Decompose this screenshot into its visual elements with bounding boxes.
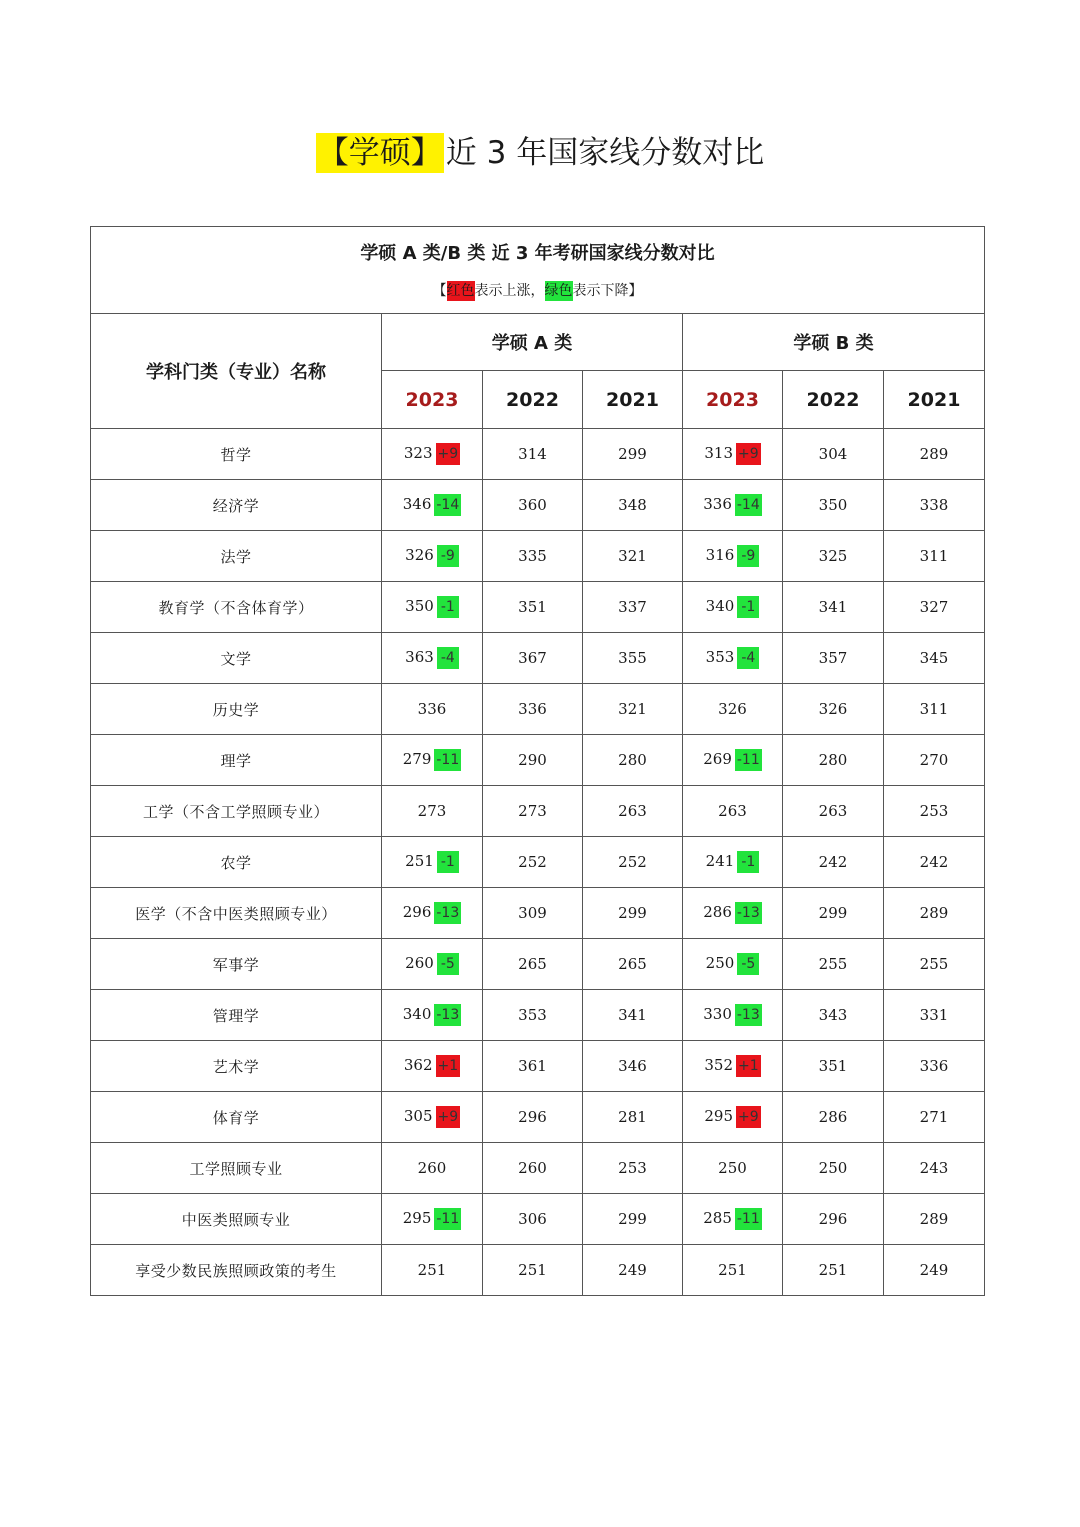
score-cell-b-2021: 271	[884, 1092, 985, 1143]
score-cell-a-2021: 348	[583, 480, 683, 531]
score-cell-b-2021: 289	[884, 429, 985, 480]
score-cell-a-2021: 355	[583, 633, 683, 684]
fall-badge: -14	[434, 494, 461, 516]
score-cell-b-2021: 331	[884, 990, 985, 1041]
score-cell-a-2023	[382, 531, 483, 582]
score-value: 313	[704, 444, 733, 462]
subject-name-cell: 教育学（不含体育学）	[91, 582, 382, 633]
subject-name-cell: 法学	[91, 531, 382, 582]
score-value: 350	[405, 597, 434, 615]
subject-name-header: 学科门类（专业）名称	[91, 314, 382, 429]
score-value: 263	[718, 802, 747, 820]
score-cell-b-2022: 242	[783, 837, 884, 888]
fall-badge: -4	[437, 647, 459, 669]
score-cell-a-2022: 260	[483, 1143, 583, 1194]
score-cell-a-2021: 321	[583, 684, 683, 735]
score-cell-a-2023	[382, 1092, 483, 1143]
score-cell-a-2022: 309	[483, 888, 583, 939]
table-row	[91, 531, 985, 582]
score-value: 285	[703, 1209, 732, 1227]
table-row	[91, 990, 985, 1041]
fall-badge: -11	[434, 1208, 461, 1230]
score-value: 346	[402, 495, 432, 513]
score-cell-b-2023	[683, 1245, 783, 1296]
score-cell-a-2022: 336	[483, 684, 583, 735]
subject-name-cell: 理学	[91, 735, 382, 786]
score-cell-b-2023	[683, 837, 783, 888]
score-cell-b-2021: 311	[884, 684, 985, 735]
score-cell-b-2021: 336	[884, 1041, 985, 1092]
legend-red-text: 表示上涨，	[474, 283, 545, 299]
score-cell-b-2022: 325	[783, 531, 884, 582]
score-cell-a-2022: 351	[483, 582, 583, 633]
page-title	[0, 128, 1080, 178]
score-value: 316	[705, 546, 735, 564]
subject-name-cell: 文学	[91, 633, 382, 684]
table-row	[91, 1194, 985, 1245]
table-row	[91, 429, 985, 480]
score-cell-b-2022: 350	[783, 480, 884, 531]
score-cell-a-2023	[382, 1194, 483, 1245]
score-cell-b-2023	[683, 888, 783, 939]
score-cell-a-2021: 253	[583, 1143, 683, 1194]
score-cell-b-2023	[683, 531, 783, 582]
score-cell-a-2023	[382, 1143, 483, 1194]
table-row	[91, 633, 985, 684]
subject-name-cell: 经济学	[91, 480, 382, 531]
fall-badge: -14	[735, 494, 762, 516]
table-row	[91, 786, 985, 837]
group-b-header: 学硕 B 类	[683, 314, 985, 371]
score-cell-b-2023	[683, 1194, 783, 1245]
score-cell-b-2022: 251	[783, 1245, 884, 1296]
score-value: 260	[417, 1159, 447, 1177]
score-cell-a-2022: 367	[483, 633, 583, 684]
table-row	[91, 1092, 985, 1143]
score-cell-b-2022: 299	[783, 888, 884, 939]
score-cell-b-2023	[683, 939, 783, 990]
table-row	[91, 939, 985, 990]
score-cell-a-2022: 335	[483, 531, 583, 582]
score-cell-a-2022: 360	[483, 480, 583, 531]
subject-name-cell: 历史学	[91, 684, 382, 735]
score-value: 352	[704, 1056, 733, 1074]
score-cell-a-2021: 249	[583, 1245, 683, 1296]
score-cell-b-2023	[683, 1041, 783, 1092]
year-header-b-2023: 2023	[683, 371, 783, 429]
subject-name-cell: 军事学	[91, 939, 382, 990]
score-cell-b-2021: 243	[884, 1143, 985, 1194]
fall-badge: -1	[437, 851, 459, 873]
score-cell-b-2022: 304	[783, 429, 884, 480]
fall-badge: -13	[434, 1004, 461, 1026]
score-cell-b-2022: 326	[783, 684, 884, 735]
title-text: 近 3 年国家线分数对比	[445, 135, 765, 171]
rise-badge: +9	[736, 443, 761, 465]
score-value: 269	[703, 750, 732, 768]
score-cell-a-2021: 281	[583, 1092, 683, 1143]
score-cell-b-2023	[683, 990, 783, 1041]
caption-title: 学硕 A 类/B 类 近 3 年考研国家线分数对比	[360, 243, 715, 264]
year-header-a-2022: 2022	[483, 371, 583, 429]
table-row	[91, 1143, 985, 1194]
subject-name-cell: 体育学	[91, 1092, 382, 1143]
score-cell-a-2022: 251	[483, 1245, 583, 1296]
score-cell-b-2022: 351	[783, 1041, 884, 1092]
year-header-a-2023: 2023	[382, 371, 483, 429]
score-value: 286	[703, 903, 732, 921]
score-cell-a-2022: 265	[483, 939, 583, 990]
score-cell-a-2023	[382, 1041, 483, 1092]
fall-badge: -9	[437, 545, 459, 567]
subject-name-cell: 管理学	[91, 990, 382, 1041]
score-cell-b-2022: 250	[783, 1143, 884, 1194]
score-value: 353	[705, 648, 735, 666]
fall-badge: -1	[737, 851, 759, 873]
subject-name-cell: 享受少数民族照顾政策的考生	[91, 1245, 382, 1296]
score-cell-a-2021: 280	[583, 735, 683, 786]
score-cell-b-2023	[683, 786, 783, 837]
score-cell-a-2021: 252	[583, 837, 683, 888]
fall-badge: -1	[737, 596, 759, 618]
legend-green-label: 绿色	[544, 283, 573, 299]
rise-badge: +9	[436, 1106, 461, 1128]
score-cell-a-2021: 265	[583, 939, 683, 990]
table-row	[91, 1041, 985, 1092]
score-value: 250	[718, 1159, 747, 1177]
score-cell-b-2021: 253	[884, 786, 985, 837]
score-cell-a-2022: 296	[483, 1092, 583, 1143]
score-cell-a-2021: 263	[583, 786, 683, 837]
score-value: 326	[718, 700, 747, 718]
fall-badge: -13	[434, 902, 461, 924]
subject-name-cell: 医学（不含中医类照顾专业）	[91, 888, 382, 939]
score-value: 305	[403, 1107, 433, 1125]
fall-badge: -13	[735, 902, 762, 924]
fall-badge: -11	[735, 1208, 762, 1230]
score-cell-a-2023	[382, 786, 483, 837]
title-highlight: 【学硕】	[317, 135, 442, 171]
score-value: 250	[705, 954, 735, 972]
score-cell-a-2022: 353	[483, 990, 583, 1041]
score-cell-a-2021: 299	[583, 888, 683, 939]
fall-badge: -5	[737, 953, 759, 975]
score-cell-a-2022: 252	[483, 837, 583, 888]
score-cell-a-2023	[382, 1245, 483, 1296]
fall-badge: -4	[737, 647, 759, 669]
color-legend	[91, 281, 984, 301]
year-header-b-2022: 2022	[783, 371, 884, 429]
table-row	[91, 888, 985, 939]
score-value: 340	[402, 1005, 432, 1023]
score-cell-b-2021: 255	[884, 939, 985, 990]
score-cell-a-2023	[382, 990, 483, 1041]
score-value: 340	[705, 597, 735, 615]
score-cell-b-2023	[683, 582, 783, 633]
score-value: 251	[718, 1261, 747, 1279]
score-cell-a-2022: 361	[483, 1041, 583, 1092]
subject-name-cell: 艺术学	[91, 1041, 382, 1092]
score-cell-b-2022: 280	[783, 735, 884, 786]
table-row	[91, 735, 985, 786]
score-cell-b-2023	[683, 735, 783, 786]
subject-name-cell: 中医类照顾专业	[91, 1194, 382, 1245]
rise-badge: +1	[736, 1055, 761, 1077]
score-cell-b-2021: 289	[884, 1194, 985, 1245]
table-caption	[91, 227, 985, 314]
subject-name-cell: 工学照顾专业	[91, 1143, 382, 1194]
score-cell-b-2023	[683, 684, 783, 735]
score-cell-b-2021: 249	[884, 1245, 985, 1296]
subject-name-cell: 哲学	[91, 429, 382, 480]
score-cell-a-2023	[382, 480, 483, 531]
score-cell-a-2023	[382, 633, 483, 684]
subject-name-cell: 农学	[91, 837, 382, 888]
score-cell-a-2021: 337	[583, 582, 683, 633]
score-cell-b-2023	[683, 1092, 783, 1143]
fall-badge: -9	[737, 545, 759, 567]
score-value: 323	[403, 444, 433, 462]
score-value: 326	[405, 546, 434, 564]
score-value: 279	[402, 750, 432, 768]
score-cell-b-2022: 341	[783, 582, 884, 633]
score-cell-b-2022: 263	[783, 786, 884, 837]
score-cell-b-2021: 289	[884, 888, 985, 939]
table-row	[91, 582, 985, 633]
score-value: 362	[403, 1056, 433, 1074]
score-cell-b-2022: 296	[783, 1194, 884, 1245]
score-value: 336	[703, 495, 732, 513]
fall-badge: -11	[735, 749, 762, 771]
score-value: 330	[703, 1005, 732, 1023]
rise-badge: +1	[436, 1055, 461, 1077]
score-cell-a-2021: 346	[583, 1041, 683, 1092]
score-cell-b-2021: 345	[884, 633, 985, 684]
score-cell-a-2021: 299	[583, 1194, 683, 1245]
fall-badge: -5	[437, 953, 459, 975]
rise-badge: +9	[436, 443, 461, 465]
score-cell-b-2021: 327	[884, 582, 985, 633]
score-table	[90, 226, 985, 1296]
score-cell-b-2021: 311	[884, 531, 985, 582]
year-header-a-2021: 2021	[583, 371, 683, 429]
score-cell-a-2022: 273	[483, 786, 583, 837]
score-value: 363	[405, 648, 434, 666]
score-value: 336	[417, 700, 447, 718]
score-cell-b-2022: 343	[783, 990, 884, 1041]
score-cell-a-2023	[382, 735, 483, 786]
fall-badge: -13	[735, 1004, 762, 1026]
year-header-b-2021: 2021	[884, 371, 985, 429]
score-cell-a-2023	[382, 582, 483, 633]
score-cell-a-2022: 290	[483, 735, 583, 786]
score-cell-b-2022: 255	[783, 939, 884, 990]
score-value: 273	[417, 802, 447, 820]
score-cell-a-2022: 306	[483, 1194, 583, 1245]
score-cell-a-2021: 321	[583, 531, 683, 582]
score-value: 251	[405, 852, 434, 870]
score-cell-a-2023	[382, 888, 483, 939]
table-row	[91, 684, 985, 735]
score-value: 241	[705, 852, 735, 870]
score-cell-b-2022: 357	[783, 633, 884, 684]
score-value: 251	[417, 1261, 447, 1279]
score-cell-a-2022: 314	[483, 429, 583, 480]
score-cell-b-2021: 270	[884, 735, 985, 786]
score-cell-a-2023	[382, 684, 483, 735]
fall-badge: -11	[434, 749, 461, 771]
table-row	[91, 480, 985, 531]
score-value: 296	[402, 903, 432, 921]
score-cell-b-2023	[683, 429, 783, 480]
score-cell-b-2022: 286	[783, 1092, 884, 1143]
score-cell-a-2021: 299	[583, 429, 683, 480]
subject-name-cell: 工学（不含工学照顾专业）	[91, 786, 382, 837]
score-cell-a-2023	[382, 939, 483, 990]
legend-open: 【	[432, 283, 447, 299]
rise-badge: +9	[736, 1106, 761, 1128]
score-cell-b-2023	[683, 633, 783, 684]
table-row	[91, 837, 985, 888]
score-value: 295	[402, 1209, 432, 1227]
score-cell-a-2021: 341	[583, 990, 683, 1041]
score-cell-a-2023	[382, 429, 483, 480]
legend-green-text: 表示下降】	[572, 283, 643, 299]
score-cell-b-2021: 338	[884, 480, 985, 531]
score-cell-a-2023	[382, 837, 483, 888]
score-value: 295	[704, 1107, 733, 1125]
fall-badge: -1	[437, 596, 459, 618]
table-row	[91, 1245, 985, 1296]
score-cell-b-2023	[683, 480, 783, 531]
score-cell-b-2023	[683, 1143, 783, 1194]
score-value: 260	[405, 954, 434, 972]
group-a-header: 学硕 A 类	[382, 314, 683, 371]
legend-red-label: 红色	[446, 283, 475, 299]
score-table-body	[91, 429, 985, 1296]
score-cell-b-2021: 242	[884, 837, 985, 888]
